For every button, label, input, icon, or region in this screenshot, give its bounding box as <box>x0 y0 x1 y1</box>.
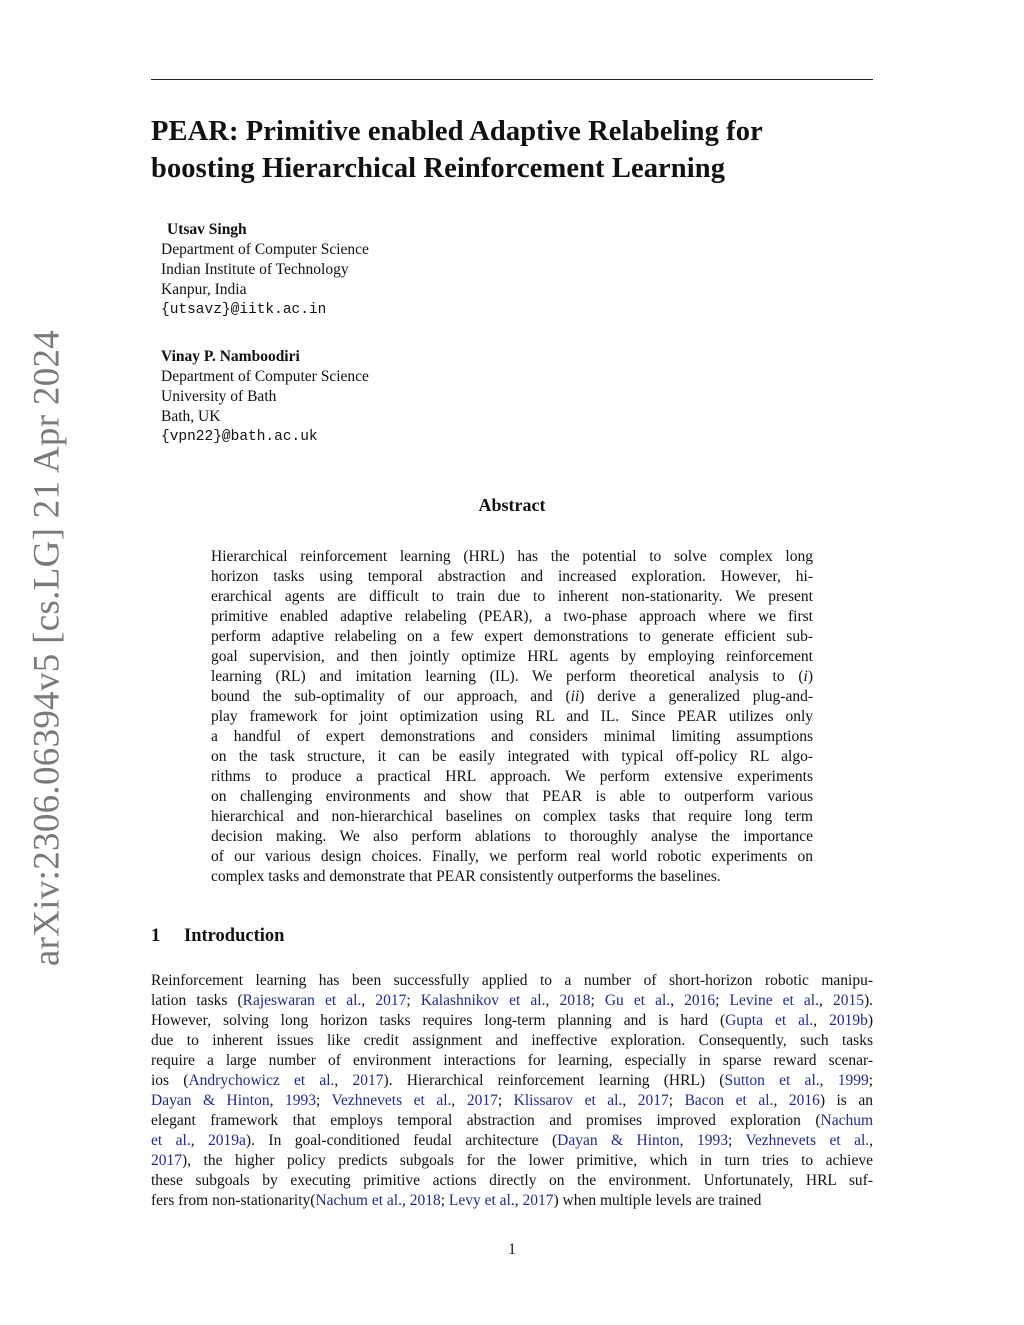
introduction-line: due to inherent issues like credit assignment and ineffective exploration. Consequently, such tasks <box>151 1032 873 1049</box>
abstract-line: play framework for joint optimization using RL and IL. Since PEAR utilizes only <box>211 708 813 725</box>
abstract-line: erarchical agents are difficult to train due to inherent non-stationarity. We present <box>211 588 813 605</box>
arxiv-id: arXiv:2306.06394v5 [cs.LG] 21 Apr 2024 <box>26 329 68 967</box>
author-institution: Indian Institute of Technology <box>161 261 349 278</box>
abstract-line: decision making. We also perform ablations to thoroughly analyse the importance <box>211 828 813 845</box>
introduction-line: Dayan & Hinton, 1993; Vezhnevets et al., 2017; Klissarov et al., 2017; Bacon et al., 2016) is an <box>151 1092 873 1109</box>
section-title: Introduction <box>184 926 285 946</box>
title-line: PEAR: Primitive enabled Adaptive Relabeling for <box>151 116 763 147</box>
author-department: Department of Computer Science <box>161 368 369 385</box>
introduction-line: Reinforcement learning has been successfully applied to a number of short-horizon robotic manipu- <box>151 972 873 989</box>
abstract-line: primitive enabled adaptive relabeling (PEAR), a two-phase approach where we first <box>211 608 813 625</box>
introduction-line: ios (Andrychowicz et al., 2017). Hierarchical reinforcement learning (HRL) (Sutton et al., 1999; <box>151 1072 874 1089</box>
abstract-line: perform adaptive relabeling on a few expert demonstrations to generate efficient sub- <box>211 628 813 645</box>
abstract-line: horizon tasks using temporal abstraction and increased exploration. However, hi- <box>211 568 813 585</box>
introduction-line: fers from non-stationarity(Nachum et al., 2018; Levy et al., 2017) when multiple levels are trained <box>151 1192 762 1209</box>
author-department: Department of Computer Science <box>161 241 369 258</box>
introduction-line: 2017), the higher policy predicts subgoals for the lower primitive, which in turn tries to achieve <box>151 1152 873 1169</box>
abstract-body <box>211 547 813 887</box>
introduction-body <box>151 971 873 1211</box>
author-email[interactable]: {vpn22}@bath.ac.uk <box>161 429 318 445</box>
introduction-line: et al., 2019a). In goal-conditioned feudal architecture (Dayan & Hinton, 1993; Vezhnevets et al., <box>151 1132 874 1149</box>
author-location: Bath, UK <box>161 408 221 425</box>
abstract-line: Hierarchical reinforcement learning (HRL) has the potential to solve complex long <box>211 548 813 565</box>
abstract-line: of our various design choices. Finally, we perform real world robotic experiments on <box>211 848 813 865</box>
author-location: Kanpur, India <box>161 281 247 298</box>
introduction-line: However, solving long horizon tasks requires long-term planning and is hard (Gupta et al., 2019b) <box>151 1012 873 1029</box>
abstract-line: complex tasks and demonstrate that PEAR consistently outperforms the baselines. <box>211 868 721 885</box>
abstract-line: goal supervision, and then jointly optimize HRL agents by employing reinforcement <box>211 648 813 665</box>
author-name: Vinay P. Namboodiri <box>161 348 300 365</box>
abstract-line: learning (RL) and imitation learning (IL). We perform theoretical analysis to (i) <box>211 668 813 685</box>
introduction-line: require a large number of environment interactions for learning, especially in sparse reward scenar- <box>151 1052 874 1069</box>
introduction-line: elegant framework that employs temporal abstraction and promises improved exploration (Nachum <box>151 1112 874 1129</box>
page-number: 1 <box>508 1241 516 1258</box>
paper-title <box>151 113 881 187</box>
abstract-line: rithms to produce a practical HRL approach. We perform extensive experiments <box>211 768 813 785</box>
abstract-line: on challenging environments and show that PEAR is able to outperform various <box>211 788 813 805</box>
top-rule <box>151 79 873 80</box>
author-institution: University of Bath <box>161 388 277 405</box>
abstract-heading: Abstract <box>478 495 546 515</box>
abstract-line: a handful of expert demonstrations and considers minimal limiting assumptions <box>211 728 813 745</box>
introduction-line: these subgoals by executing primitive actions directly on the environment. Unfortunately, HRL suf- <box>151 1172 873 1189</box>
introduction-line: lation tasks (Rajeswaran et al., 2017; Kalashnikov et al., 2018; Gu et al., 2016; Levine et al., 2015). <box>151 992 874 1009</box>
abstract-line: on the task structure, it can be easily integrated with typical off-policy RL algo- <box>211 748 813 765</box>
author-email[interactable]: {utsavz}@iitk.ac.in <box>161 302 327 318</box>
author-block <box>161 347 561 447</box>
author-name: Utsav Singh <box>167 221 247 238</box>
author-block <box>161 220 561 320</box>
section-heading <box>151 926 284 947</box>
abstract-line: hierarchical and non-hierarchical baselines on complex tasks that require long term <box>211 808 813 825</box>
abstract-line: bound the sub-optimality of our approach, and (ii) derive a generalized plug-and- <box>211 688 814 705</box>
section-number: 1 <box>151 926 161 946</box>
title-line: boosting Hierarchical Reinforcement Learning <box>151 153 726 184</box>
